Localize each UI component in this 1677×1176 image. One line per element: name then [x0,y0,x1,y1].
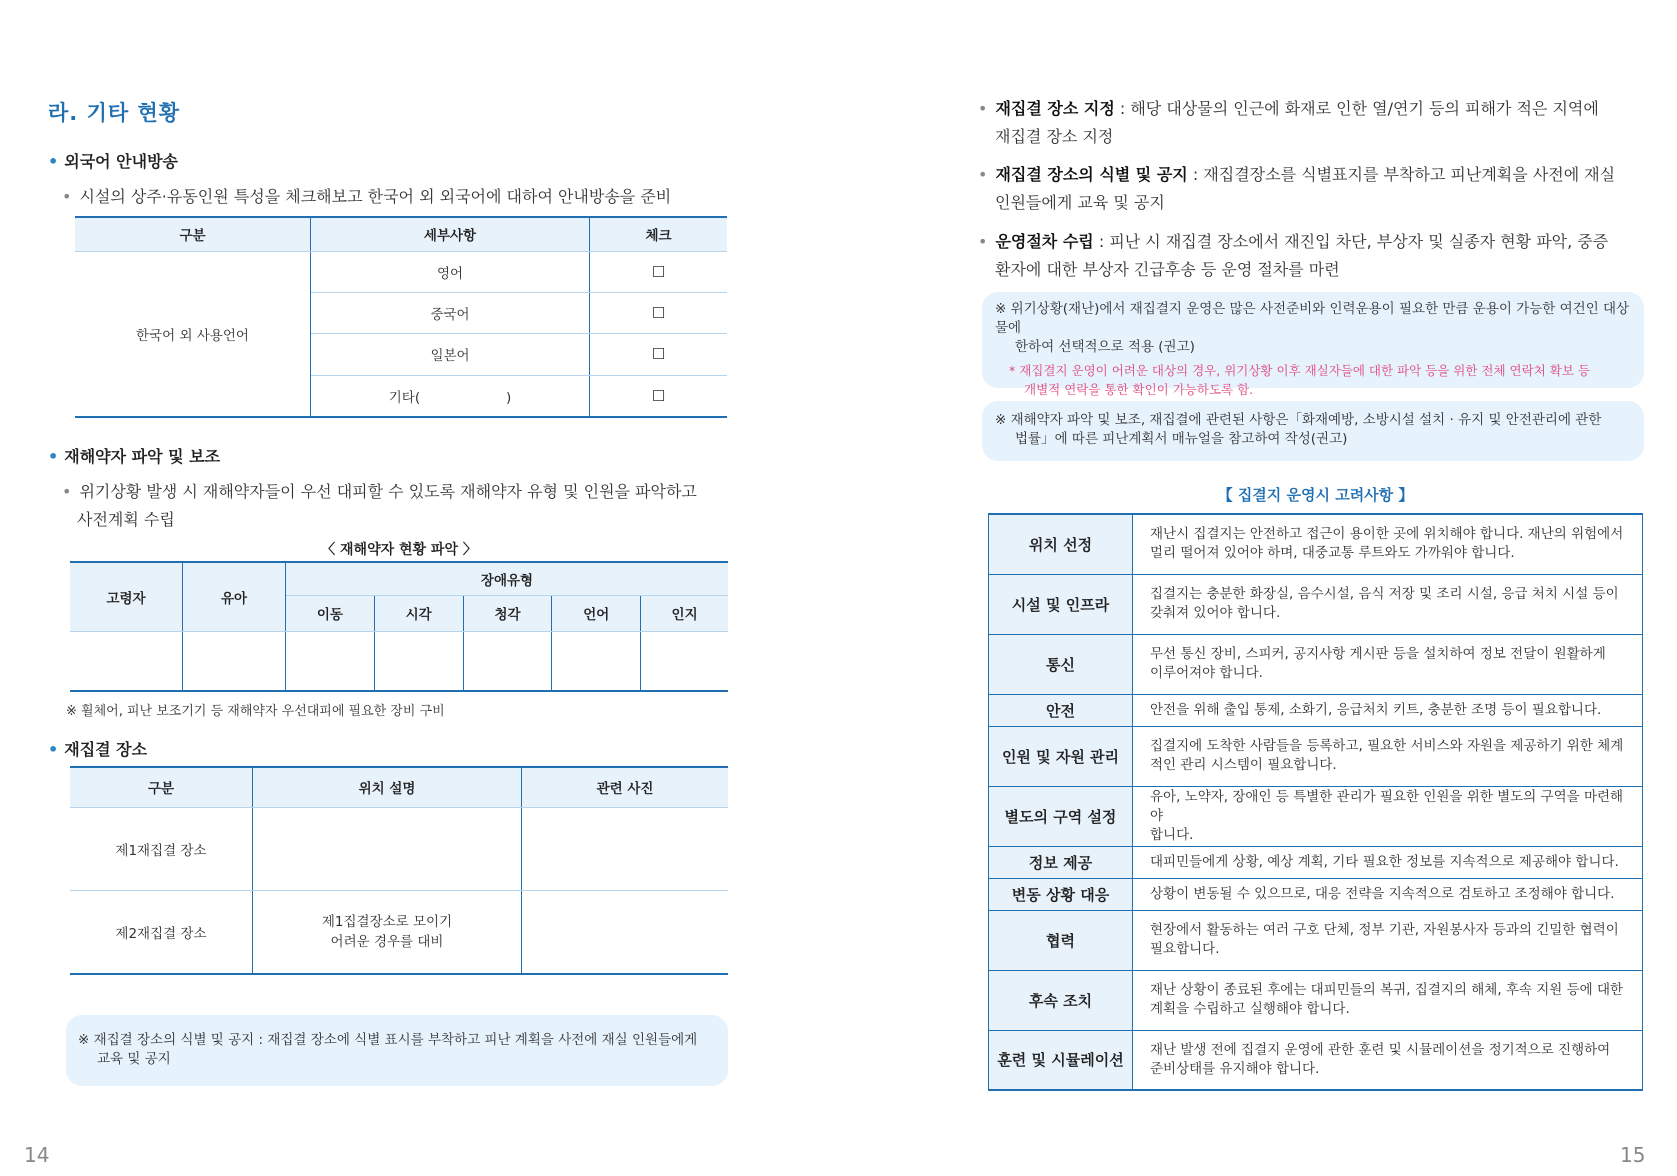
table-cell [253,890,522,974]
col-header: 관련 사진 [522,767,729,807]
table-cell: 제2재집결 장소 [70,890,253,974]
section-heading-vulnerable [48,444,220,467]
consider-value: 상황이 변동될 수 있으므로, 대응 전략을 지속적으로 검토하고 조정해야 합니다. [1133,878,1643,910]
page-number: 15 [1620,1143,1646,1167]
bullet-text: : 해당 대상물의 인근에 화재로 인한 열/연기 등의 피해가 적은 지역에 [1114,99,1599,118]
desc-line: 제1집결장소로 모이기 [321,913,453,930]
bullet-icon: • [62,187,72,206]
photo-cell[interactable] [522,807,729,890]
section-heading-foreign-language [48,149,178,172]
input-cell[interactable] [463,631,552,691]
table-cell: 영어 [311,251,590,292]
consider-value: 집결지에 도착한 사람들을 등록하고, 필요한 서비스와 자원을 제공하기 위한 체계 적인 관리 시스템이 필요합니다. [1133,726,1643,786]
checkbox[interactable]: ☐ [590,251,728,292]
table-cell: 기타( ) [311,375,590,417]
input-cell[interactable] [641,631,728,691]
bullet-text: : 피난 시 재집결 장소에서 재진입 차단, 부상자 및 실종자 현황 파악, 중증 [1093,232,1609,251]
section-heading-reassembly [48,737,147,760]
bullet-bold: 운영절차 수립 [995,232,1094,251]
bullet-text: 시설의 상주·유동인원 특성을 체크해보고 한국어 외 외국어에 대하여 안내방송을 준비 [79,187,672,206]
bullet-dot-icon: • [48,740,59,759]
equipment-note: ※ 휠체어, 피난 보조기기 등 재해약자 우선대피에 필요한 장비 구비 [66,704,445,719]
bullet-vulnerable [62,478,697,506]
reference-notice-box [982,401,1644,461]
consider-key: 안전 [989,694,1133,726]
consider-title: 【 집결지 운영시 고려사항 】 [1217,486,1414,504]
vulnerable-table [70,561,728,692]
bullet-procedure [978,228,1646,256]
input-cell[interactable] [253,807,522,890]
checkbox[interactable]: ☐ [590,375,728,417]
notice-line: 법률」에 따른 피난계획서 매뉴얼을 참고하여 작성(권고) [1015,431,1348,447]
bullet-dot-icon: • [48,447,59,466]
bullet-designation [978,95,1646,123]
consider-key: 인원 및 자원 관리 [989,726,1133,786]
consider-value: 유아, 노약자, 장애인 등 특별한 관리가 필요한 인원을 위한 별도의 구역을 마련해야 합니다. [1133,786,1643,846]
heading-text: 외국어 안내방송 [64,152,178,171]
consider-value: 무선 통신 장비, 스피커, 공지사항 게시판 등을 설치하여 정보 전달이 원활하게 이루어져야 합니다. [1133,634,1643,694]
consider-value: 재난시 집결지는 안전하고 접근이 용이한 곳에 위치해야 합니다. 재난의 위험에서 멀리 떨어져 있어야 하며, 대중교통 루트와도 가까워야 합니다. [1133,514,1643,574]
input-cell[interactable] [374,631,463,691]
consider-key: 변동 상황 대응 [989,878,1133,910]
col-header: 구분 [75,217,311,251]
crisis-notice-box [982,292,1644,397]
warning-line: 개별적 연락을 통한 확인이 가능하도록 함. [1024,382,1254,397]
foreign-language-table [75,216,727,418]
reassembly-notice-box [66,1015,728,1086]
consider-key: 위치 선정 [989,514,1133,574]
bullet-icon: • [62,482,72,501]
consider-value: 재난 상황이 종료된 후에는 대피민들의 복귀, 집결지의 해체, 후속 지원 등에 대한 계획을 수립하고 실행해야 합니다. [1133,970,1643,1030]
heading-text: 재해약자 파악 및 보조 [64,447,221,466]
consider-value: 대피민들에게 상황, 예상 계획, 기타 필요한 정보를 지속적으로 제공해야 합니다. [1133,846,1643,878]
notice-line: ※ 재집결 장소의 식별 및 공지 : 재집결 장소에 식별 표시를 부착하고 피난 계획을 사전에 재실 인원들에게 [78,1032,698,1048]
page-number: 14 [24,1143,50,1167]
bullet-text: : 재집결장소를 식별표지를 부착하고 피난계획을 사전에 재실 [1187,165,1616,184]
consider-value: 집결지는 충분한 화장실, 음수시설, 음식 저장 및 조리 시설, 응급 처치 시설 등이 갖춰져 있어야 합니다. [1133,574,1643,634]
warning-line: * 재집결지 운영이 어려운 대상의 경우, 위기상황 이후 재실자들에 대한 파악 등을 위한 전체 연락처 확보 등 [1009,363,1590,378]
notice-line: 교육 및 공지 [97,1051,171,1067]
table-cell: 일본어 [311,333,590,375]
consider-key: 시설 및 인프라 [989,574,1133,634]
col-header-group: 장애유형 [286,562,729,595]
group-cell: 한국어 외 사용언어 [75,251,311,417]
consider-key: 통신 [989,634,1133,694]
bullet-identification [978,161,1646,189]
bullet-designation-line2: 재집결 장소 지정 [995,127,1114,146]
consider-value: 현장에서 활동하는 여러 구호 단체, 정부 기관, 자원봉사자 등과의 긴밀한 협력이 필요합니다. [1133,910,1643,970]
input-cell[interactable] [286,631,375,691]
consider-value: 재난 발생 전에 집결지 운영에 관한 훈련 및 시뮬레이션을 정기적으로 진행하여 준비상태를 유지해야 합니다. [1133,1030,1643,1090]
bullet-procedure-line2: 환자에 대한 부상자 긴급후송 등 운영 절차를 마련 [995,260,1340,279]
checkbox[interactable]: ☐ [590,333,728,375]
section-title: 라. 기타 현황 [48,101,181,125]
photo-cell[interactable] [522,890,729,974]
checkbox[interactable]: ☐ [590,292,728,333]
sub-header: 언어 [552,595,641,631]
sub-header: 청각 [463,595,552,631]
bullet-icon: • [978,165,988,184]
sub-header: 이동 [286,595,375,631]
bullet-bold: 재집결 장소 지정 [995,99,1115,118]
sub-header: 인지 [641,595,728,631]
bullet-bold: 재집결 장소의 식별 및 공지 [995,165,1188,184]
bullet-icon: • [978,99,988,118]
col-header: 고령자 [70,562,183,631]
consider-value: 안전을 위해 출입 통제, 소화기, 응급처치 키트, 충분한 조명 등이 필요합니다. [1133,694,1643,726]
notice-line: ※ 위기상황(재난)에서 재집결지 운영은 많은 사전준비와 인력운용이 필요한 만큼 운용이 가능한 여건인 대상물에 [995,301,1630,336]
bullet-foreign-language [62,183,671,211]
bullet-identification-line2: 인원들에게 교육 및 공지 [995,193,1165,212]
col-header: 체크 [590,217,728,251]
bullet-text: 위기상황 발생 시 재해약자들이 우선 대피할 수 있도록 재해약자 유형 및 인원을 파악하고 [79,482,697,501]
col-header: 위치 설명 [253,767,522,807]
bullet-vulnerable-line2: 사전계획 수립 [77,510,175,529]
notice-line: 한하여 선택적으로 적용 (권고) [1015,339,1195,355]
consider-key: 후속 조치 [989,970,1133,1030]
reassembly-table [70,766,728,975]
consider-key: 별도의 구역 설정 [989,786,1133,846]
consider-key: 훈련 및 시뮬레이션 [989,1030,1133,1090]
table-cell: 중국어 [311,292,590,333]
consider-key: 협력 [989,910,1133,970]
bullet-icon: • [978,232,988,251]
input-cell[interactable] [70,631,183,691]
col-header: 세부사항 [311,217,590,251]
input-cell[interactable] [183,631,286,691]
consider-table [988,513,1643,1091]
sub-header: 시각 [374,595,463,631]
notice-line: ※ 재해약자 파악 및 보조, 재집결에 관련된 사항은「화재예방, 소방시설 설치 · 유지 및 안전관리에 관한 [995,412,1602,428]
desc-line: 어려운 경우를 대비 [330,933,444,950]
consider-key: 정보 제공 [989,846,1133,878]
col-header: 구분 [70,767,253,807]
col-header: 유아 [183,562,286,631]
heading-text: 재집결 장소 [64,740,148,759]
table-caption: 〈 재해약자 현황 파악 〉 [321,542,477,558]
input-cell[interactable] [552,631,641,691]
bullet-dot-icon: • [48,152,59,171]
table-cell: 제1재집결 장소 [70,807,253,890]
